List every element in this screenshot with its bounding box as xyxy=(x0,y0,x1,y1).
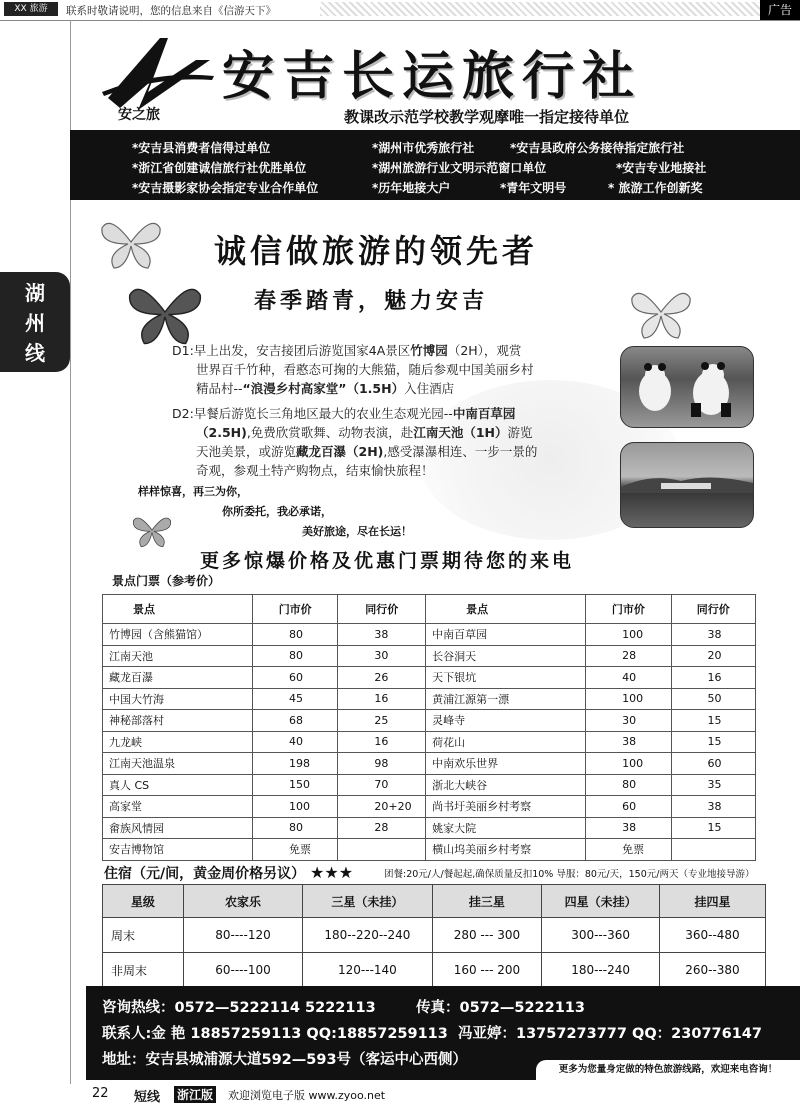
itin-text: ,感受瀑瀑相连、一步一景的 xyxy=(383,444,538,459)
spot-name-cell: 浙北大峡谷 xyxy=(426,774,586,796)
price-cell: 26 xyxy=(338,667,426,689)
section-label: 短线 xyxy=(134,1090,161,1105)
price-cell: 60 xyxy=(671,753,755,775)
price-cell: 20 xyxy=(671,645,755,667)
butterfly-icon xyxy=(630,284,692,340)
price-cell: 80 xyxy=(252,624,337,646)
price-cell: 260--380 xyxy=(659,953,765,988)
agency-subtitle: 教课改示范学校教学观摩唯一指定接待单位 xyxy=(344,108,630,126)
butterfly-icon xyxy=(100,214,162,270)
spot-name-cell: 江南天池 xyxy=(103,645,253,667)
day-type-cell: 周末 xyxy=(103,918,184,953)
table-row xyxy=(103,918,766,953)
price-cell: 40 xyxy=(252,731,337,753)
price-cell: 150 xyxy=(252,774,337,796)
itinerary-day2 xyxy=(172,404,612,480)
lake-photo xyxy=(620,442,754,528)
day-type-cell: 非周末 xyxy=(103,953,184,988)
price-cell: 15 xyxy=(671,710,755,732)
spot-name-cell: 高家堂 xyxy=(103,796,253,818)
spot-name-cell: 长谷洞天 xyxy=(426,645,586,667)
promise-line: 美好旅途，尽在长运！ xyxy=(302,525,412,538)
honor-item: *安吉县政府公务接待指定旅行社 xyxy=(510,141,685,155)
price-cell: 15 xyxy=(671,731,755,753)
panda-photo xyxy=(620,346,754,428)
price-cell: 360--480 xyxy=(659,918,765,953)
price-cell: 38 xyxy=(586,731,671,753)
header-cell: 门市价 xyxy=(252,595,337,624)
itin-text: 奇观，参观土特产购物点，结束愉快旅程！ xyxy=(196,463,434,478)
contact-panel xyxy=(86,986,800,1080)
website-link[interactable]: 欢迎浏览电子版 www.zyoo.net xyxy=(228,1089,386,1102)
price-cell: 100 xyxy=(586,624,671,646)
price-cell: 100 xyxy=(586,688,671,710)
itin-text: 入住酒店 xyxy=(404,381,455,396)
price-cell: 60 xyxy=(586,796,671,818)
itin-text: （2H），观赏 xyxy=(447,343,522,358)
price-cell: 180--220--240 xyxy=(303,918,432,953)
price-cell xyxy=(338,839,426,861)
price-cell: 免票 xyxy=(252,839,337,861)
price-cell: 68 xyxy=(252,710,337,732)
itin-highlight: “浪漫乡村高家堂”（1.5H） xyxy=(242,381,405,396)
honor-item: *青年文明号 xyxy=(500,181,567,195)
price-cell xyxy=(671,839,755,861)
top-strip xyxy=(0,0,800,21)
spot-name-cell: 中南百草园 xyxy=(426,624,586,646)
itin-highlight: 江南天池（1H） xyxy=(413,425,508,440)
table-row xyxy=(103,710,756,732)
price-cell: 198 xyxy=(252,753,337,775)
spot-name-cell: 藏龙百瀑 xyxy=(103,667,253,689)
itin-text: 游览 xyxy=(507,425,533,440)
price-cell: 38 xyxy=(671,796,755,818)
agency-logo xyxy=(98,30,216,126)
stay-note: 团餐:20元/人/餐起起,确保质量反扣10% 导服：80元/天，150元/两天（专业地接导游） xyxy=(384,869,755,880)
spot-name-cell: 真人 CS xyxy=(103,774,253,796)
price-cell: 28 xyxy=(586,645,671,667)
table-row xyxy=(103,624,756,646)
table-row xyxy=(103,796,756,818)
price-cell: 20+20 xyxy=(338,796,426,818)
price-cell: 28 xyxy=(338,817,426,839)
spot-name-cell: 畲族风情园 xyxy=(103,817,253,839)
itin-text: ,免费欣赏歌舞、动物表演，赴 xyxy=(246,425,414,440)
price-cell: 15 xyxy=(671,817,755,839)
contact-person-1: 联系人:金 艳 18857259113 QQ:18857259113 xyxy=(102,1026,448,1042)
table-header-row xyxy=(103,595,756,624)
price-cell: 60----100 xyxy=(183,953,303,988)
price-cell: 16 xyxy=(338,731,426,753)
header-cell: 景点 xyxy=(426,595,586,624)
spot-name-cell: 黄浦江源第一漂 xyxy=(426,688,586,710)
header-cell: 景点 xyxy=(103,595,253,624)
itin-highlight: 藏龙百瀑（2H) xyxy=(296,444,384,459)
header-cell: 挂三星 xyxy=(432,885,542,918)
decorative-pattern xyxy=(320,2,760,16)
table-row xyxy=(103,953,766,988)
price-cell: 16 xyxy=(671,667,755,689)
price-cell: 80 xyxy=(252,645,337,667)
itin-text: D1:早上出发，安吉接团后游览国家4A景区 xyxy=(172,343,411,358)
lake-island-icon xyxy=(621,443,753,527)
table-row xyxy=(103,731,756,753)
table-row xyxy=(103,667,756,689)
price-cell: 45 xyxy=(252,688,337,710)
itin-text: 精品村-- xyxy=(196,381,243,396)
price-cell: 38 xyxy=(671,624,755,646)
price-cell: 免票 xyxy=(586,839,671,861)
promise-line: 你所委托，我必承诺， xyxy=(222,505,332,518)
lodging-table xyxy=(102,884,766,988)
header-cell: 星级 xyxy=(103,885,184,918)
itinerary-day1 xyxy=(172,341,612,398)
header-cell: 三星（未挂） xyxy=(303,885,432,918)
table-header-row xyxy=(103,885,766,918)
address: 地址：安吉县城浦源大道592—593号（客运中心西侧） xyxy=(102,1052,468,1068)
logo-text: 安之旅 xyxy=(118,107,160,123)
spot-name-cell: 九龙峡 xyxy=(103,731,253,753)
spot-name-cell: 中南欢乐世界 xyxy=(426,753,586,775)
ad-label: 广告 xyxy=(760,0,800,20)
spot-name-cell: 竹博园（含熊猫馆） xyxy=(103,624,253,646)
agency-title: 安吉长运旅行社 xyxy=(222,46,643,107)
price-cell: 25 xyxy=(338,710,426,732)
price-cell: 80 xyxy=(586,774,671,796)
spot-name-cell: 尚书圩美丽乡村考察 xyxy=(426,796,586,818)
stay-title-text: 住宿（元/间，黄金周价格另议） xyxy=(104,866,306,882)
honor-item: *安吉摄影家协会指定专业合作单位 xyxy=(132,181,319,195)
butterfly-icon xyxy=(124,278,206,346)
price-cell: 30 xyxy=(586,710,671,732)
header-cell: 四星（未挂） xyxy=(542,885,660,918)
spot-name-cell: 安吉博物馆 xyxy=(103,839,253,861)
header-cell: 挂四星 xyxy=(659,885,765,918)
table-row xyxy=(103,839,756,861)
price-cell: 80----120 xyxy=(183,918,303,953)
tickets-title: 景点门票（参考价） xyxy=(112,574,221,588)
price-cell: 160 --- 200 xyxy=(432,953,542,988)
price-cell: 80 xyxy=(252,817,337,839)
side-tab-char: 线 xyxy=(25,341,45,365)
header-cell: 同行价 xyxy=(338,595,426,624)
custom-route-tag: 更多为您量身定做的特色旅游线路，欢迎来电咨询！ xyxy=(536,1060,800,1080)
table-row xyxy=(103,645,756,667)
stay-title xyxy=(104,863,353,883)
honor-item: *湖州旅游行业文明示范窗口单位 xyxy=(372,161,547,175)
spot-name-cell: 灵峰寺 xyxy=(426,710,586,732)
price-cell: 38 xyxy=(338,624,426,646)
price-cell: 120---140 xyxy=(303,953,432,988)
spot-name-cell: 姚家大院 xyxy=(426,817,586,839)
honors-panel xyxy=(70,130,800,200)
price-cell: 30 xyxy=(338,645,426,667)
price-cell: 100 xyxy=(252,796,337,818)
publisher-logo: XX 旅游 xyxy=(4,2,58,16)
contact-person-2: 冯亚婷：13757273777 QQ：230776147 xyxy=(458,1026,762,1042)
price-cell: 180---240 xyxy=(542,953,660,988)
price-cell: 38 xyxy=(586,817,671,839)
panda-icon xyxy=(621,347,753,427)
honor-item: * 旅游工作创新奖 xyxy=(608,181,703,195)
fax: 传真：0572—5222113 xyxy=(416,1000,585,1016)
honor-item: *浙江省创建诚信旅行社优胜单位 xyxy=(132,161,307,175)
butterfly-icon xyxy=(124,512,180,548)
hotline: 咨询热线：0572—5222114 5222113 xyxy=(102,1000,376,1016)
itin-highlight: 竹博园 xyxy=(410,343,448,358)
route-side-tab xyxy=(0,272,70,372)
itin-text: 世界百千竹种，看憨态可掬的大熊猫，随后参观中国美丽乡村 xyxy=(196,362,534,377)
spot-name-cell: 天下银坑 xyxy=(426,667,586,689)
price-cell: 50 xyxy=(671,688,755,710)
tickets-table xyxy=(102,594,756,861)
itin-text: 天池美景，或游览 xyxy=(196,444,297,459)
side-tab-char: 州 xyxy=(25,311,45,335)
table-row xyxy=(103,753,756,775)
more-prices-banner: 更多惊爆价格及优惠门票期待您的来电 xyxy=(200,550,575,572)
header-cell: 农家乐 xyxy=(183,885,303,918)
price-cell: 60 xyxy=(252,667,337,689)
header-cell: 门市价 xyxy=(586,595,671,624)
spot-name-cell: 中国大竹海 xyxy=(103,688,253,710)
price-cell: 16 xyxy=(338,688,426,710)
source-notice: 联系时敬请说明，您的信息来自《信游天下》 xyxy=(66,5,276,17)
itin-highlight: 中南百草园 xyxy=(452,406,516,421)
price-cell: 40 xyxy=(586,667,671,689)
edition-badge: 浙江版 xyxy=(174,1086,216,1103)
honor-item: *安吉县消费者信得过单位 xyxy=(132,141,271,155)
spot-name-cell: 神秘部落村 xyxy=(103,710,253,732)
table-row xyxy=(103,817,756,839)
price-cell: 70 xyxy=(338,774,426,796)
price-cell: 100 xyxy=(586,753,671,775)
slogan: 诚信做旅游的领先者 xyxy=(214,232,539,270)
honor-item: *安吉专业地接社 xyxy=(616,161,707,175)
promise-line: 样样惊喜，再三为你， xyxy=(138,485,248,498)
honor-item: *历年地接大户 xyxy=(372,181,451,195)
honor-item: *湖州市优秀旅行社 xyxy=(372,141,475,155)
side-tab-char: 湖 xyxy=(25,281,45,305)
header-cell: 同行价 xyxy=(671,595,755,624)
price-cell: 300---360 xyxy=(542,918,660,953)
page-number: 22 xyxy=(92,1086,109,1101)
spot-name-cell: 荷花山 xyxy=(426,731,586,753)
spot-name-cell: 江南天池温泉 xyxy=(103,753,253,775)
page-footer xyxy=(0,1084,800,1105)
itin-highlight: （2.5H) xyxy=(196,425,247,440)
itin-text: D2:早餐后游览长三角地区最大的农业生态观光园-- xyxy=(172,406,453,421)
price-cell: 98 xyxy=(338,753,426,775)
price-cell: 280 --- 300 xyxy=(432,918,542,953)
spot-name-cell: 横山坞美丽乡村考察 xyxy=(426,839,586,861)
table-row xyxy=(103,688,756,710)
table-row xyxy=(103,774,756,796)
spring-slogan: 春季踏青，魅力安吉 xyxy=(254,288,489,314)
star-rating-icon: ★★★ xyxy=(310,863,354,882)
price-cell: 35 xyxy=(671,774,755,796)
